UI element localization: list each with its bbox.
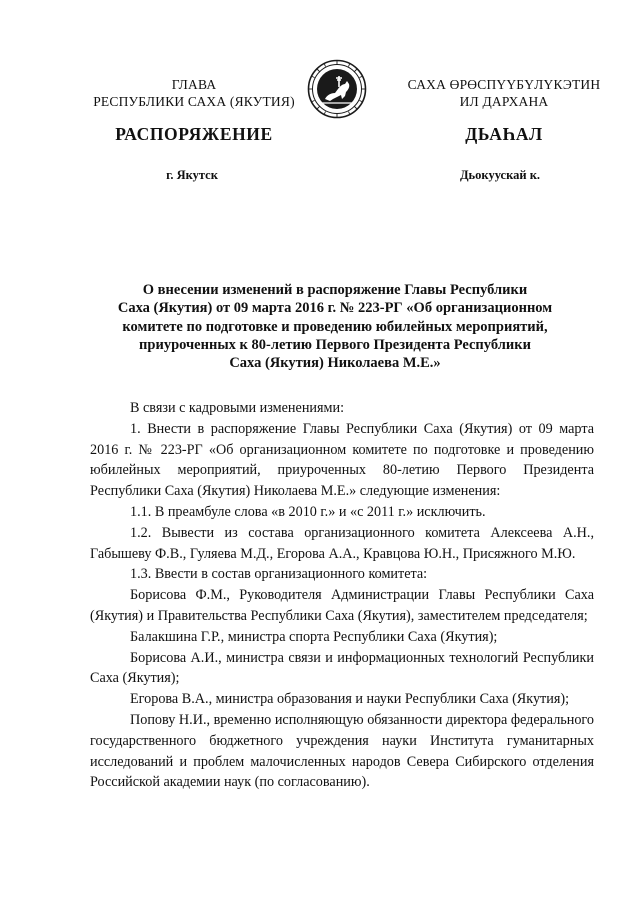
body-paragraph-1: 1. Внести в распоряжение Главы Республики Саха (Якутия) от 09 марта 2016 г. № 223-РГ «Об организационном комитете по подготовке и проведению юбилейных мероприятий, приуроченных 80-летию Первого Президента Республики Саха (Якутия) Николаева М.Е.» следующие изменения:	[90, 420, 594, 500]
title-line: приуроченных к 80-летию Первого Президента Республики	[139, 336, 531, 353]
doc-type-sah: ДЬАҺАЛ	[465, 124, 543, 144]
body-paragraph-member-1: Борисова Ф.М., Руководителя Администрации Главы Республики Саха (Якутия) и Правительства Республики Саха (Якутия), заместителем председателя;	[90, 587, 594, 624]
document-body	[90, 398, 594, 793]
city-ru: г. Якутск	[166, 168, 218, 182]
document-title	[100, 281, 570, 372]
body-paragraph-member-4: Егорова В.А., министра образования и науки Республики Саха (Якутия);	[130, 691, 570, 708]
header-right-block	[386, 76, 622, 110]
title-line: О внесении изменений в распоряжение Главы Республики	[142, 282, 528, 298]
header-left-block	[76, 76, 312, 110]
body-paragraph-member-2: Балакшина Г.Р., министра спорта Республики Саха (Якутия);	[130, 628, 498, 645]
body-paragraph-member-3: Борисова А.И., министра связи и информационных технологий Республики Саха (Якутия);	[90, 649, 594, 687]
title-line: комитете по подготовке и проведению юбилейных мероприятий,	[122, 318, 548, 335]
body-paragraph-1-3: 1.3. Ввести в состав организационного комитета:	[130, 566, 428, 583]
doc-type-ru: РАСПОРЯЖЕНИЕ	[115, 124, 273, 144]
city-sah: Дьокуускай к.	[459, 168, 541, 182]
body-paragraph-intro: В связи с кадровыми изменениями:	[130, 400, 345, 416]
header-right-line1: САХА ӨРӨСПҮҮБҮЛҮКЭТИН	[407, 77, 601, 92]
body-paragraph-1-1: 1.1. В преамбуле слова «в 2010 г.» и «с 2011 г.» исключить.	[130, 503, 486, 520]
body-paragraph-member-5: Попову Н.И., временно исполняющую обязанности директора федерального государственного бюджетного учреждения науки Института гуманитарных исследований и проблем малочисленных народов Севера Сибирского отделения Российской академии наук (по согласованию).	[90, 711, 594, 791]
header-left-line1: ГЛАВА	[171, 77, 217, 92]
header-right-line2: ИЛ ДАРХАНА	[459, 94, 549, 109]
body-paragraph-1-2: 1.2. Вывести из состава организационного комитета Алексеева А.Н., Габышеву Ф.В., Гуляева М.Д., Егорова А.А., Кравцова Ю.Н., Присяжного М.Ю.	[90, 524, 594, 562]
title-line: Саха (Якутия) от 09 марта 2016 г. № 223-РГ «Об организационном	[117, 300, 553, 317]
title-line: Саха (Якутия) Николаева М.Е.»	[229, 355, 441, 372]
header-left-line2: РЕСПУБЛИКИ САХА (ЯКУТИЯ)	[93, 94, 295, 109]
emblem-icon	[307, 59, 367, 119]
